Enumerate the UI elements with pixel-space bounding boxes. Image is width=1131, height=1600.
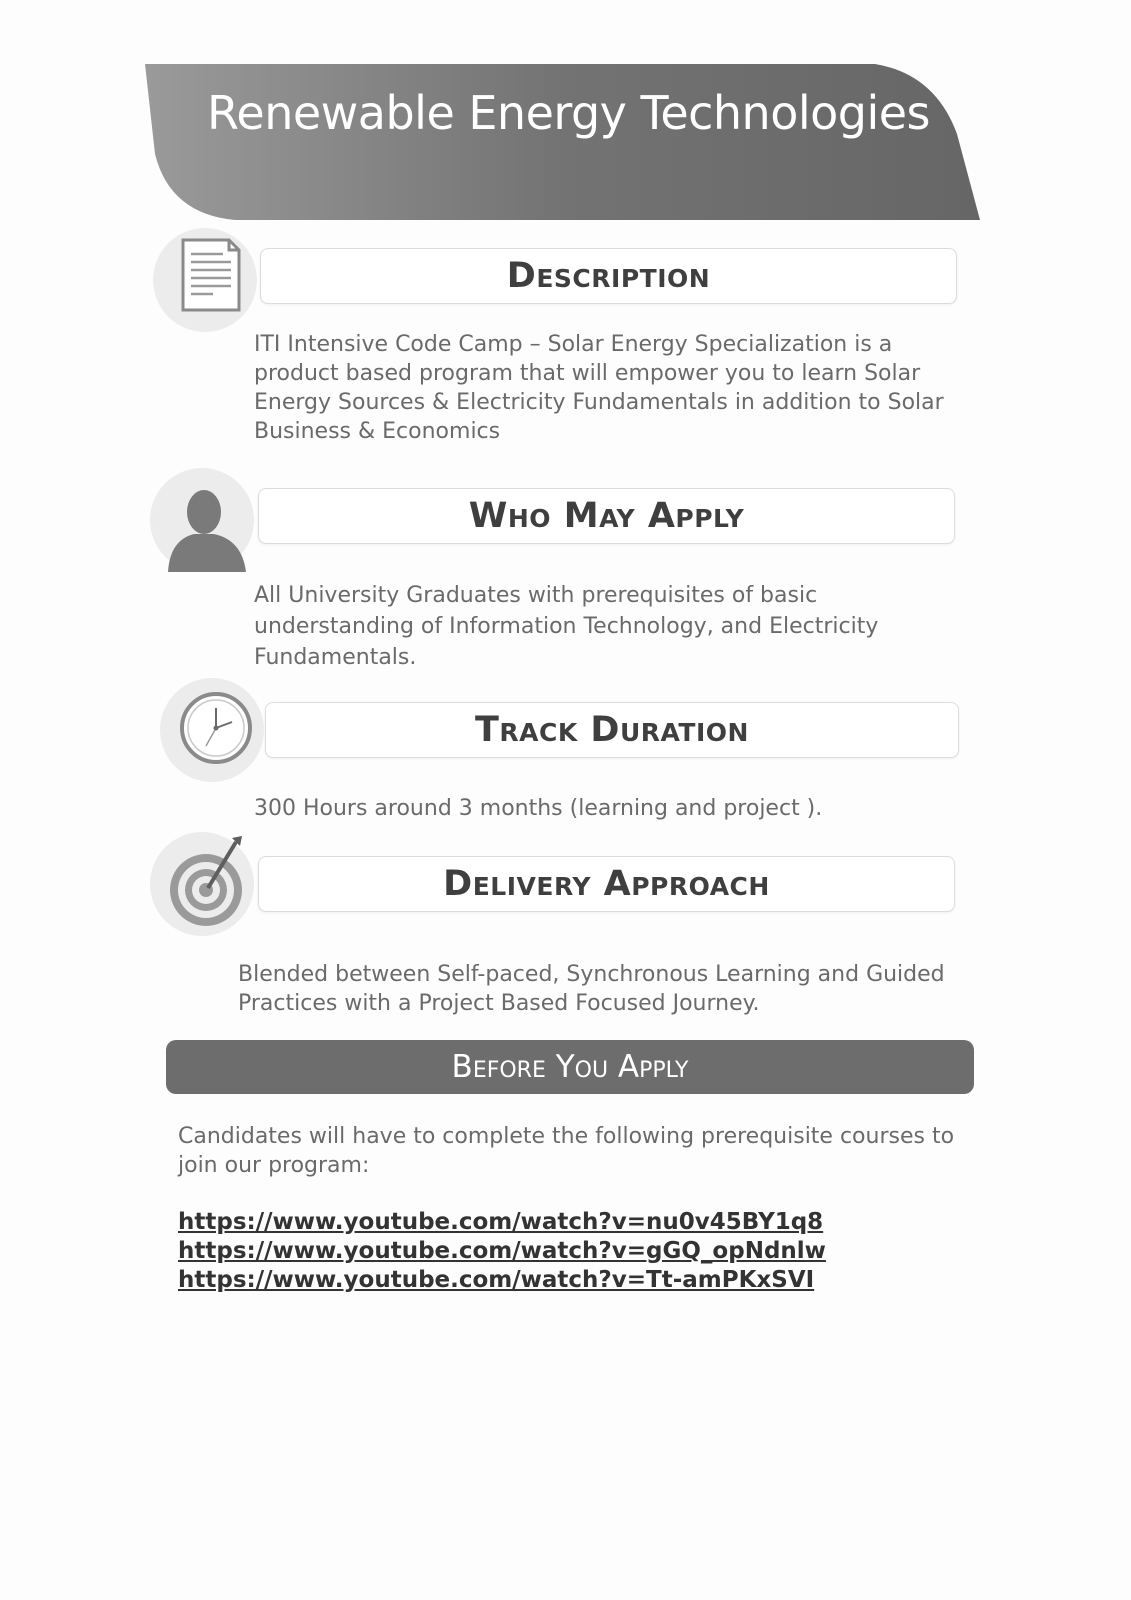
before-you-apply-intro: Candidates will have to complete the following prerequisite courses to join our program:	[178, 1124, 955, 1178]
description-heading-box	[260, 248, 957, 304]
track-duration-text: 300 Hours around 3 months (learning and project ).	[254, 796, 823, 821]
title-banner	[145, 64, 980, 220]
track-duration-heading-box	[265, 702, 959, 758]
track-duration-heading: Track Duration	[475, 710, 749, 750]
person-icon	[150, 468, 254, 572]
prerequisite-links	[178, 1208, 826, 1295]
clock-icon	[160, 678, 264, 782]
delivery-approach-text: Blended between Self-paced, Synchronous Learning and Guided Practices with a Project Based Focused Journey.	[238, 962, 945, 1016]
prerequisite-link[interactable]: https://www.youtube.com/watch?v=gGQ_opNdnlw	[178, 1238, 826, 1264]
who-may-apply-heading: Who May Apply	[468, 496, 745, 536]
before-you-apply-bar	[166, 1040, 974, 1094]
before-you-apply-heading: Before You Apply	[451, 1049, 689, 1085]
prerequisite-link[interactable]: https://www.youtube.com/watch?v=Tt-amPKxSVI	[178, 1267, 815, 1293]
description-heading: Description	[506, 256, 711, 296]
prerequisite-link[interactable]: https://www.youtube.com/watch?v=nu0v45BY1q8	[178, 1209, 824, 1235]
who-may-apply-text: All University Graduates with prerequisites of basic understanding of Information Technology, and Electricity Fundamentals.	[254, 583, 879, 670]
document-icon	[153, 228, 257, 332]
who-may-apply-heading-box	[258, 488, 955, 544]
target-icon	[150, 832, 254, 936]
page-title: Renewable Energy Technologies	[207, 86, 931, 140]
delivery-approach-heading-box	[258, 856, 955, 912]
delivery-approach-heading: Delivery Approach	[443, 864, 770, 904]
description-text: ITI Intensive Code Camp – Solar Energy Specialization is a product based program that will empower you to learn Solar Energy Sources & Electricity Fundamentals in addition to Solar Business & Economics	[254, 332, 944, 444]
